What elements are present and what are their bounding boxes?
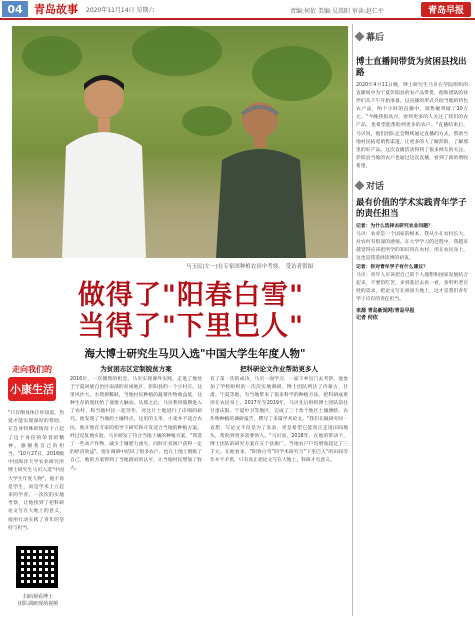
- page-number: 04: [2, 1, 28, 17]
- section-heading-2: 把科研论文作业帮助更多人: [240, 365, 318, 373]
- column-badge: [8, 364, 56, 414]
- sidebar-label-behind-scenes: 幕后: [356, 30, 468, 43]
- qr-caption: [8, 594, 68, 608]
- feature-photo: [12, 26, 348, 258]
- sidebar-title-1: 博士直播间带货为贫困县找出路: [356, 57, 467, 78]
- page-header: [0, 0, 475, 20]
- young-man-figure: [42, 66, 162, 258]
- qr-code[interactable]: [16, 546, 58, 588]
- answer-1: 马贝：农业是一个国家的根本，我从小在农村长大，对农村有很深的感情。在大学学习的过程中，我越来越觉得应该把所学的知识用在农村、用在农民身上，这也是我选择读博的初衷。: [356, 232, 468, 262]
- headline-subtitle: 海大博士研究生马贝入选"中国大学生年度人物": [84, 348, 306, 360]
- right-sidebar: [356, 30, 468, 321]
- editors-line: 责编:何依 美编:吴嵩阳 审读:赵仁平: [290, 8, 384, 15]
- article-column-1: 2016年，一次偶然的机会，马贝实现课外实践，走进了地处于宁夏回族自治区南部的贫困地区，彭阳县的一个小村庄。这里风沙大、水资源稀缺，当地村民种植的蔬菜作物收益低，这种生存的现状给了他很大触动。从那之后，马贝利用假期进入了农村，和当地村民一起劳作，对这片土地进行了详细的研究。他发现了当地的土壤特点，这里的玉米、小麦并不适合农民，他开始在专家的指导下研究和开发适合当地的种植方案。经过反复地实验，马贝研发了符合当地土壤的种植方案，"我选了一些高产作物，减少土壤肥力流失，同时让贫困户获得一定的经济效益"。他在调研中结识了很多农户，也在土地上锻炼了自己，他的方案得到了当地政府的认可，让当地村民增加了收入。: [70, 377, 202, 472]
- photo-caption: 马玉民(左一)在专家团种植农田中考察。 受访者供图: [186, 264, 314, 270]
- newspaper-logo: 青岛早报: [421, 2, 471, 17]
- diamond-icon: [355, 32, 365, 42]
- column-divider: [352, 24, 353, 616]
- farmer-figure: [202, 86, 322, 258]
- question-2: 记者：你对青年学子有什么建议？: [356, 264, 428, 270]
- qr-caption-line-2: 团队调研现场视频: [17, 601, 58, 607]
- qa-block: [356, 223, 468, 304]
- badge-main-text: 小康生活: [8, 377, 56, 401]
- issue-date: 2020年11月14日 星期六: [86, 6, 155, 14]
- article-author: 记者 何依: [356, 314, 378, 321]
- intro-text: "只有倒身体让你知道，热爱才能实现深厚的帮助，在自身特殊的情况下立起了这个身份的荣誉的精神，感谢我自己的担当。"10月27日，2016级中国海洋大学农业研究所博士研究生马贝入选"中国大学生年度人物"，他不再是学生，而是学术上立起来的学者。一次次的实地考察，让他找到了把科研论文写在大地上的意义，他用行动实践了青年的坚持与担当。: [8, 411, 64, 531]
- diamond-icon: [355, 181, 365, 191]
- article-column-2: 有了第一次的成功，马贝一面学习，一面下乡出门去考察，他参加了学校组织的一次次实地调研，博士团队到达了内蒙古、甘肃、宁夏等地，为当地带来了很多科学的种植方法，把科研成果用在农民身上。2017年至2019年，马贝先后组织博士团队前往甘肃庆阳、宁夏中卫等地区，完成了三十余个地区土壤测绘、农作物种植的调研报告，撰写了多篇学术论文。"我们在做研究时一直想，写论文不仅是为了发表，更是希望它能真正走进田间地头，帮助到更多需要的人。"马贝说。2018年，在他的带动下，博士团队的研究方案在五个县推广，当地农户户均增收超过了三千元。在他看来，"阳春白雪"的学术研究与"下里巴人"的田间劳作并不矛盾，只有真正把论文写在大地上，科研才有意义。: [210, 377, 348, 463]
- sidebar-title-2: 最有价值的学术实践青年学子的责任担当: [356, 198, 467, 220]
- sidebar-text-1: 2020年4月11日晚，博士研究生马贝在学院组织的直播间中为宁夏彭阳县的农产品带货，他和团队的伙伴们从下午开始准备，以直播的形式介绍当地的特色农产品，两个小时的直播中，销售额突破了10万元。"今晚我很高兴，看到更多的人关注了我们的农产品，也希望能帮助到更多的农户。"直播结束后，马贝说，他们团队还会继续通过直播的方式，帮助当地村民拓宽销售渠道，让更多的人了解彭阳、了解那里的好产品。这次直播活动得到了很多网友的关注，彭阳县当地的农户也通过这次直播，看到了新的增收希望。: [356, 83, 468, 169]
- headline-line-2: 当得了"下里巴人": [77, 311, 305, 342]
- question-1: 记者：为什么选择去研究农业问题？: [356, 224, 433, 230]
- article-source: 来源 青岛新闻网/青岛早报: [356, 307, 415, 314]
- headline-line-1: 做得了"阳春白雪": [77, 280, 305, 311]
- sidebar-label-dialogue: 对话: [356, 179, 468, 192]
- badge-top-text: 走向我们的: [12, 365, 52, 374]
- qr-caption-line-1: 扫码观看博士: [22, 594, 53, 600]
- section-name: 青岛故事: [34, 3, 78, 16]
- section-heading-1: 为贫困志区定制脱贫方案: [100, 365, 172, 373]
- answer-2: 马贝：青年人应该把自己的个人理想和国家发展结合起来，不要怕吃苦，多到基层去看一看，多听听老百姓的需求，把论文写在祖国大地上，这才是我们青年学子应有的责任担当。: [356, 272, 468, 302]
- main-headline: [32, 280, 350, 342]
